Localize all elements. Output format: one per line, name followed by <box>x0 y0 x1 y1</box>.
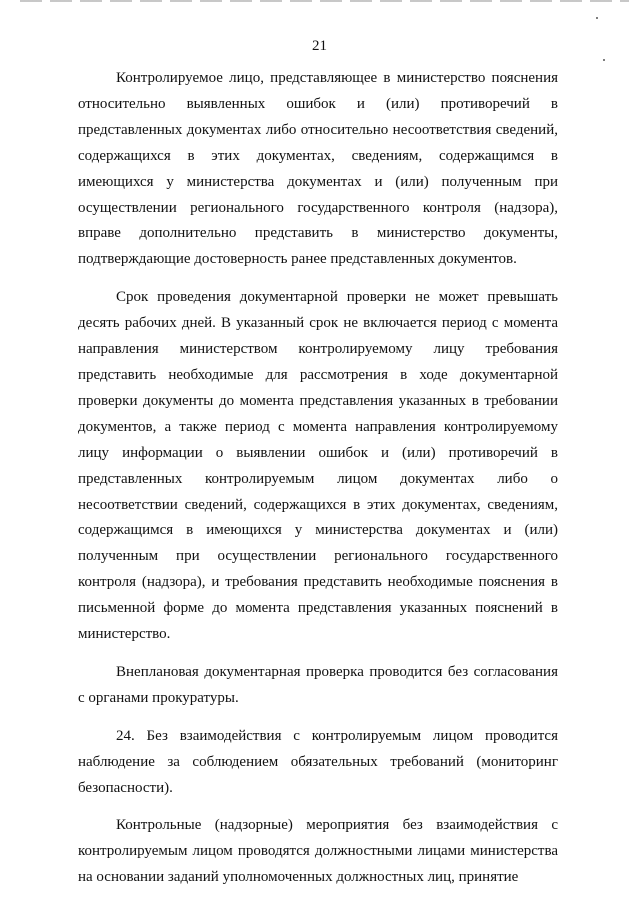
document-body <box>78 66 558 891</box>
scan-top-edge <box>20 0 629 2</box>
page-number: 21 <box>312 38 327 54</box>
scan-speck <box>596 17 598 19</box>
scan-speck <box>603 59 605 61</box>
paragraph-item-24: 24. Без взаимодействия с контролируемым лицом проводится наблюдение за соблюдением обязательных требований (мониторинг безопасности). <box>78 727 558 796</box>
paragraph-unscheduled-inspection: Внеплановая документарная проверка проводится без согласования с органами прокуратуры. <box>78 663 558 706</box>
paragraph-inspection-term: Срок проведения документарной проверки не может превышать десять рабочих дней. В указанный срок не включается период с момента направления министерством контролируемому лицу требования представить необходимые для рассмотрения в ходе документарной проверки документы до момента представления указанных в требовании документов, а также период с момента направления контролируемому лицу информации о выявлении ошибок и (или) противоречий в представленных контролируемым лицом документах либо о несоответствии сведений, содержащихся в этих документах, сведениям, содержащимся в имеющихся у министерства документах и (или) полученным при осуществлении регионального государственного контроля (надзора), и требования представить необходимые пояснения в письменной форме до момента представления указанных пояснений в министерство. <box>78 289 558 643</box>
paragraph-explanations: Контролируемое лицо, представляющее в министерство пояснения относительно выявленных ошибок и (или) противоречий в представленных документах либо относительно несоответствия сведений, содержащихся в этих документах, сведениям, содержащимся в имеющихся у министерства документах и (или) полученным при осуществлении регионального государственного контроля (надзора), вправе дополнительно представить в министерство документы, подтверждающие достоверность ранее представленных документов. <box>78 70 558 268</box>
paragraph-control-measures: Контрольные (надзорные) мероприятия без взаимодействия с контролируемым лицом проводятся должностными лицами министерства на основании заданий уполномоченных должностных лиц, принятие <box>78 817 558 886</box>
